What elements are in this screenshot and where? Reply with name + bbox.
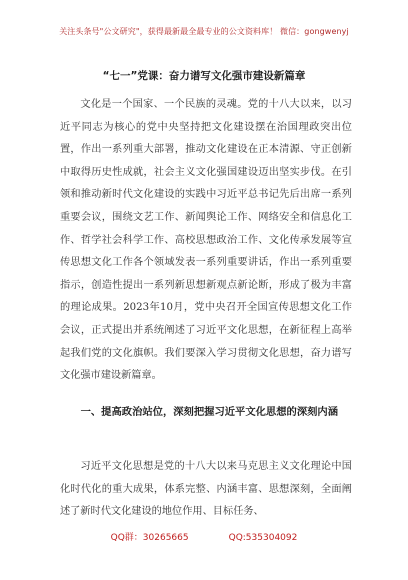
footer-qq-group: QQ群：30265665 bbox=[110, 533, 189, 543]
footer-contact bbox=[0, 530, 408, 543]
section-heading-1: 一、提高政治站位，深刻把握习近平文化思想的深刻内涵 bbox=[80, 406, 339, 418]
paragraph-intro: 文化是一个国家、一个民族的灵魂。党的十八大以来，以习近平同志为核心的党中央坚持把文化建设摆在治国理政突出位置，作出一系列重大部署，推动文化建设在正本清源、守正创新中取得历史性成就，社会主义文化强国建设迈出坚实步伐。在引领和推动新时代文化建设的实践中习近平总书记先后出席一系列重要会议，围绕文艺工作、新闻舆论工作、网络安全和信息化工作、哲学社会科学工作、高校思想政治工作、文化传承发展等宣传思想文化工作各个领域发表一系列重要讲话，作出一系列重要指示，创造性提出一系列新思想新观点新论断，形成了极为丰富的理论成果。2023年10月，党中央召开全国宣传思想文化工作会议，正式提出并系统阐述了习近平文化思想，在新征程上高举起我们党的文化旗帜。我们要深入学习贯彻文化思想，奋力谱写文化强市建设新篇章。 bbox=[60, 99, 352, 382]
header-banner: 关注头条号"公文研究"，获得最新最全最专业的公文资料库！ 微信：gongwenyj bbox=[59, 27, 349, 36]
document-title: “七一”党课：奋力谱写文化强市建设新篇章 bbox=[102, 70, 306, 82]
paragraph-section-1: 习近平文化思想是党的十八大以来马克思主义文化理论中国化时代化的重大成果，体系完整、内涵丰富、思想深刻，全面阐述了新时代文化建设的地位作用、目标任务、 bbox=[60, 461, 352, 518]
footer-qq-number: QQ:535304092 bbox=[228, 533, 298, 543]
